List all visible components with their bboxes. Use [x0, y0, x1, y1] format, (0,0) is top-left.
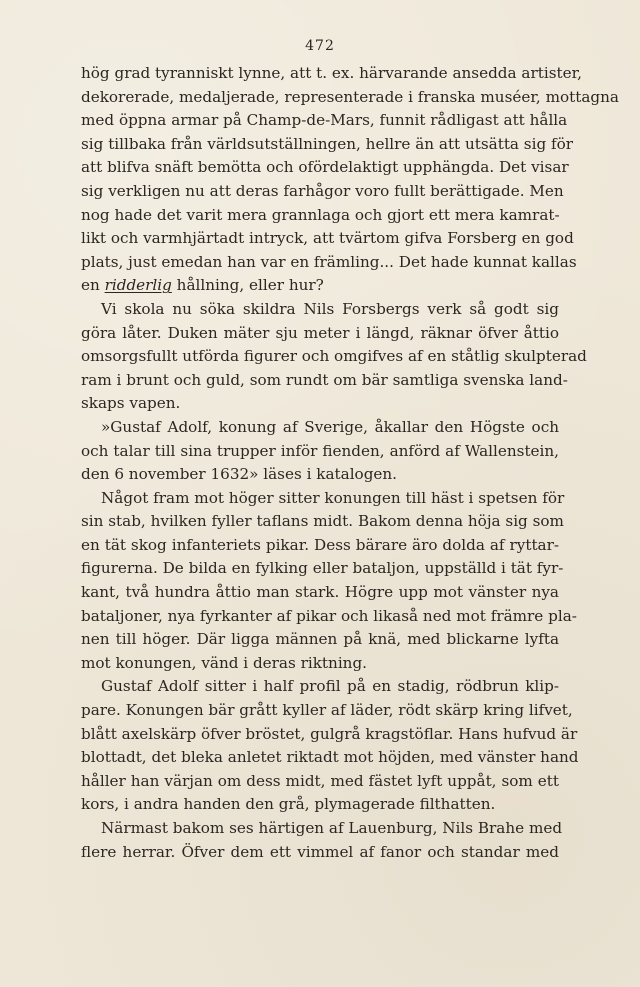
text-line: dekorerade, medaljerade, representerade i franska muséer, mottagna	[81, 87, 619, 106]
text-line: att blifva snäft bemötta och ofördelaktigt upphängda. Det visar	[81, 158, 569, 177]
text-line: göra låter. Duken mäter sju meter i längd, räknar öfver åttio	[81, 323, 559, 342]
text-line: kant, två hundra åttio man stark. Högre upp mot vänster nya	[81, 583, 559, 602]
text-line: hög grad tyranniskt lynne, att t. ex. härvarande ansedda artister,	[81, 64, 582, 82]
text-line: »Gustaf Adolf, konung af Sverige, åkallar den Högste och	[101, 417, 559, 436]
text-line: kors, i andra handen den grå, plymagerade filthatten.	[81, 795, 496, 814]
text-segment: hållning, eller hur?	[171, 276, 324, 295]
text-line: med öppna armar på Champ-de-Mars, funnit rådligast att hålla	[81, 111, 568, 130]
text-line: sig verkligen nu att deras farhågor voro fullt berättigade. Men	[81, 181, 564, 200]
text-line: blått axelskärp öfver bröstet, gulgrå kragstöflar. Hans hufvud är	[81, 724, 578, 743]
text-line: Vi skola nu söka skildra Nils Forsbergs verk så godt sig	[101, 299, 559, 318]
text-line	[81, 274, 559, 298]
body-text	[81, 62, 619, 864]
text-line: Närmast bakom ses härtigen af Lauenburg, Nils Brahe med	[101, 819, 563, 837]
text-line: blottadt, det bleka anletet riktadt mot höjden, med vänster hand	[81, 748, 579, 767]
text-line: skaps vapen.	[81, 394, 181, 413]
text-line: en tät skog infanteriets pikar. Dess bärare äro dolda af ryttar-	[81, 535, 559, 554]
text-line: mot konungen, vänd i deras riktning.	[81, 653, 368, 672]
text-line: nen till höger. Där ligga männen på knä, med blickarne lyfta	[81, 630, 559, 649]
text-line: likt och varmhjärtadt intryck, att tvärtom gifva Forsberg en god	[81, 229, 574, 248]
text-line: Något fram mot höger sitter konungen till häst i spetsen för	[101, 488, 565, 507]
text-line: ram i brunt och guld, som rundt om bär samtliga svenska land-	[81, 370, 568, 389]
text-line: och talar till sina trupper inför fienden, anförd af Wallenstein,	[81, 441, 559, 460]
text-line: figurerna. De bilda en fylking eller bataljon, uppställd i tät fyr-	[81, 559, 564, 578]
text-line: sig tillbaka från världsutställningen, hellre än att utsätta sig för	[81, 134, 574, 153]
text-segment: en	[81, 276, 105, 295]
text-line: plats, just emedan han var en främling... Det hade kunnat kallas	[81, 252, 577, 271]
text-line: sin stab, hvilken fyller taflans midt. Bakom denna höja sig som	[81, 512, 564, 531]
text-line: omsorgsfullt utförda figurer och omgifves af en ståtlig skulpterad	[81, 347, 587, 366]
text-line: pare. Konungen bär grått kyller af läder, rödt skärp kring lifvet,	[81, 701, 573, 720]
text-line: den 6 november 1632» läses i katalogen.	[81, 465, 398, 484]
page-number: 472	[305, 38, 335, 54]
text-line: Gustaf Adolf sitter i half profil på en stadig, rödbrun klip-	[101, 677, 559, 696]
italic-word: ridderlig	[104, 276, 172, 295]
text-line: nog hade det varit mera grannlaga och gjort ett mera kamrat-	[81, 205, 560, 224]
text-line: bataljoner, nya fyrkanter af pikar och likaså ned mot främre pla-	[81, 606, 577, 625]
text-line: flere herrar. Öfver dem ett vimmel af fanor och standar med	[81, 842, 559, 861]
text-line: håller han värjan om dess midt, med fästet lyft uppåt, som ett	[81, 771, 559, 790]
